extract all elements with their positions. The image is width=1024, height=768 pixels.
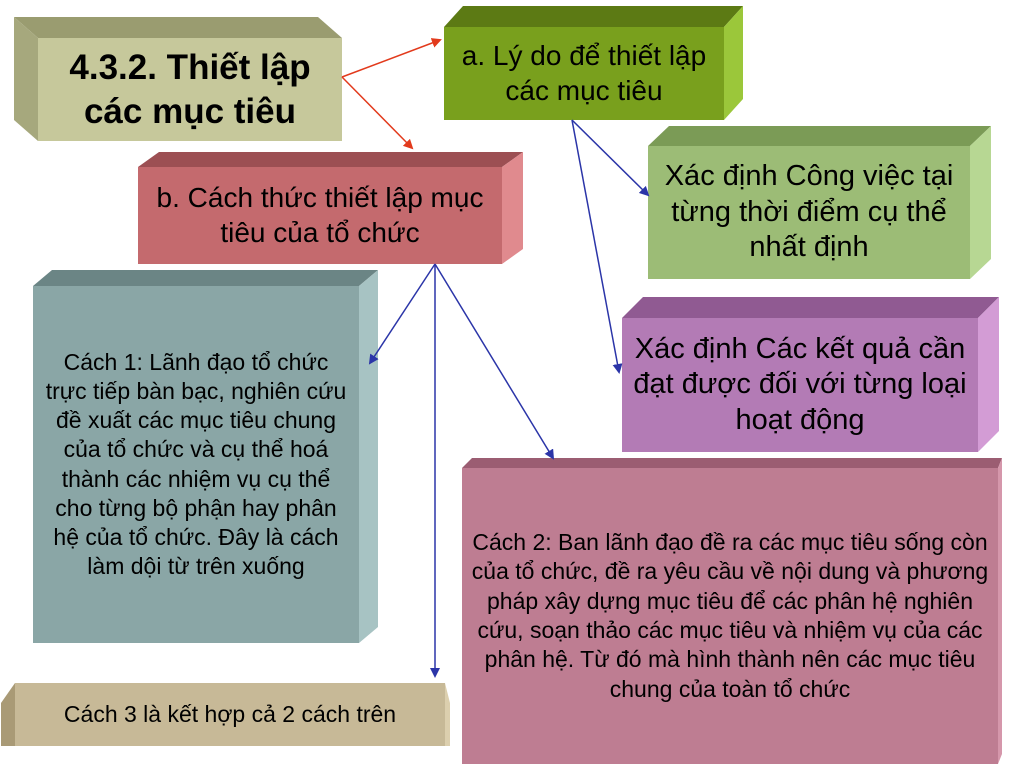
method-3-text: Cách 3 là kết hợp cả 2 cách trên <box>63 701 397 728</box>
method-3-face <box>15 683 445 746</box>
method-1-box <box>33 270 378 643</box>
title-face <box>38 38 342 141</box>
method-2-face <box>462 468 998 764</box>
define-work-face <box>648 146 970 279</box>
arrow-reason-to-results <box>572 120 619 372</box>
title-box <box>14 17 342 141</box>
define-results-text: Xác định Các kết quả cần đạt được đối với từng loại hoạt động <box>633 332 967 436</box>
define-work-text: Xác định Công việc tại từng thời điểm cụ thể nhất định <box>664 160 954 264</box>
arrow-title-to-reason <box>342 40 440 77</box>
method-box <box>138 152 523 264</box>
method-1-text: Cách 1: Lãnh đạo tổ chức trực tiếp bàn bạc, nghiên cứu đề xuất các mục tiêu chung của tổ chức và cụ thể hoá thành các nhiệm vụ cụ thể cho từng bộ phận hay phân hệ của tổ chức. Đây là cách làm dội từ trên xuống <box>45 348 347 580</box>
method-3-box <box>1 683 450 746</box>
method-2-box <box>462 458 1002 764</box>
reason-text: a. Lý do để thiết lập các mục tiêu <box>461 40 707 106</box>
define-results-face <box>622 318 978 452</box>
arrow-method-to-method2 <box>435 264 553 458</box>
define-results-box <box>622 297 999 452</box>
method-text: b. Cách thức thiết lập mục tiêu của tổ chức <box>156 182 484 248</box>
method-face <box>138 167 502 264</box>
reason-face <box>444 27 724 120</box>
method-1-face <box>33 286 359 643</box>
arrow-title-to-method <box>342 77 412 148</box>
arrow-method-to-method1 <box>370 264 435 363</box>
reason-box <box>444 6 743 120</box>
arrow-reason-to-work <box>572 120 648 195</box>
method-2-text: Cách 2: Ban lãnh đạo đề ra các mục tiêu sống còn của tổ chức, đề ra yêu cầu về nội dung và phương pháp xây dựng mục tiêu để các phân hệ nghiên cứu, soạn thảo các mục tiêu và nhiệm vụ của các phân hệ. Từ đó mà hình thành nên các mục tiêu chung của toàn tổ chức <box>471 528 989 702</box>
title-text: 4.3.2. Thiết lập các mục tiêu <box>69 48 311 131</box>
define-work-box <box>648 126 991 279</box>
